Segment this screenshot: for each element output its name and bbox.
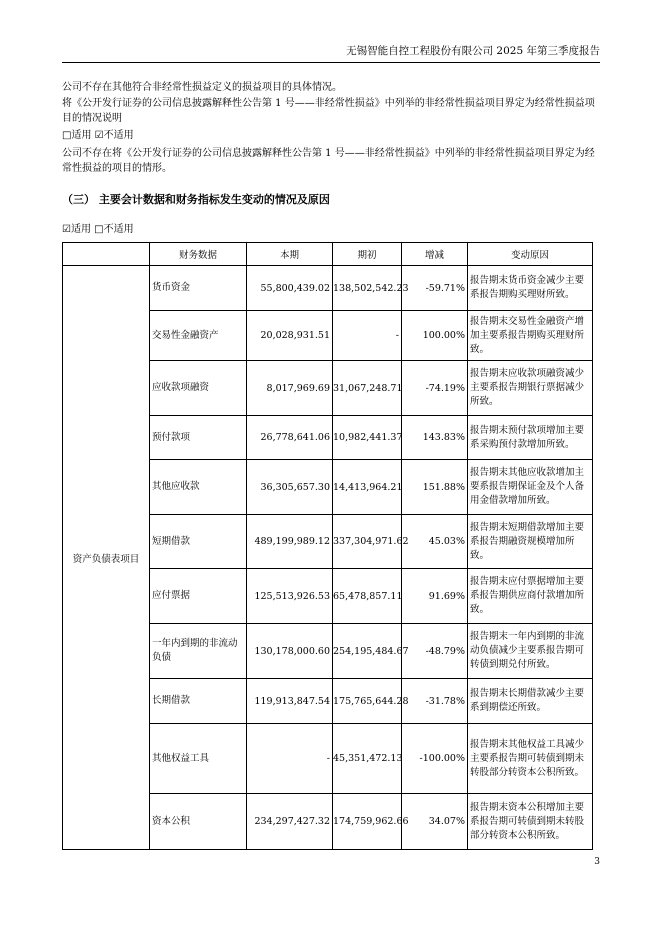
current-value: 130,178,000.60 <box>247 624 333 679</box>
current-value: - <box>247 724 333 794</box>
change-percent: 45.03% <box>402 515 468 569</box>
table-row <box>63 266 593 311</box>
item-name: 其他应收款 <box>150 460 247 515</box>
category-cell: 资产负债表项目 <box>63 266 150 850</box>
current-value: 234,297,427.32 <box>247 794 333 850</box>
opening-value: 10,982,441.37 <box>333 416 402 460</box>
opening-value: - <box>333 311 402 361</box>
item-name: 应收款项融资 <box>150 361 247 416</box>
change-reason: 报告期末一年内到期的非流动负债减少主要系报告期可转债到期兑付所致。 <box>468 624 593 679</box>
current-value: 20,028,931.51 <box>247 311 333 361</box>
opening-value: 138,502,542.23 <box>333 266 402 311</box>
current-value: 8,017,969.69 <box>247 361 333 416</box>
change-reason: 报告期末其他应收款增加主要系报告期保证金及个人备用金借款增加所致。 <box>468 460 593 515</box>
paragraph-reclassification-note: 将《公开发行证券的公司信息披露解释性公告第 1 号——非经常性损益》中列举的非经常性损益项目界定为经常性损益项目的情况说明 <box>62 98 595 124</box>
item-name: 一年内到期的非流动负债 <box>150 624 247 679</box>
financial-changes-table <box>62 242 593 850</box>
change-reason: 报告期末资本公积增加主要系报告期可转债到期未转股部分转资本公积所致。 <box>468 794 593 850</box>
opening-value: 337,304,971.62 <box>333 515 402 569</box>
table-header-row <box>63 243 593 266</box>
header-cell-change: 增减 <box>402 243 468 266</box>
section-title: （三） 主要会计数据和财务指标发生变动的情况及原因 <box>62 193 330 206</box>
change-percent: -100.00% <box>402 724 468 794</box>
item-name: 其他权益工具 <box>150 724 247 794</box>
opening-value: 45,351,472.13 <box>333 724 402 794</box>
item-name: 短期借款 <box>150 515 247 569</box>
header-cell-item: 财务数据 <box>150 243 247 266</box>
change-percent: 151.88% <box>402 460 468 515</box>
change-percent: 34.07% <box>402 794 468 850</box>
opening-value: 254,195,484.67 <box>333 624 402 679</box>
change-reason: 报告期末货币资金减少主要系报告期购买理财所致。 <box>468 266 593 311</box>
item-name: 长期借款 <box>150 679 247 724</box>
current-value: 119,913,847.54 <box>247 679 333 724</box>
change-reason: 报告期末短期借款增加主要系报告期融资规模增加所致。 <box>468 515 593 569</box>
change-percent: -59.71% <box>402 266 468 311</box>
current-value: 489,199,989.12 <box>247 515 333 569</box>
applicability-checkbox-1: □适用 ☑不适用 <box>62 130 134 141</box>
change-percent: -31.78% <box>402 679 468 724</box>
item-name: 预付款项 <box>150 416 247 460</box>
header-cell-current: 本期 <box>247 243 333 266</box>
applicability-checkbox-2: ☑适用 □不适用 <box>62 224 134 235</box>
change-percent: -74.19% <box>402 361 468 416</box>
opening-value: 65,478,857.11 <box>333 569 402 624</box>
paragraph-no-reclassification: 公司不存在将《公开发行证券的公司信息披露解释性公告第 1 号——非经常性损益》中列举的非经常性损益项目界定为经常性损益的项目的情形。 <box>62 148 595 174</box>
change-percent: 91.69% <box>402 569 468 624</box>
change-reason: 报告期末其他权益工具减少主要系报告期可转债到期未转股部分转资本公积所致。 <box>468 724 593 794</box>
change-reason: 报告期末预付款项增加主要系采购预付款增加所致。 <box>468 416 593 460</box>
change-reason: 报告期末交易性金融资产增加主要系报告期购买理财所致。 <box>468 311 593 361</box>
item-name: 交易性金融资产 <box>150 311 247 361</box>
opening-value: 31,067,248.71 <box>333 361 402 416</box>
item-name: 应付票据 <box>150 569 247 624</box>
paragraph-other-items: 公司不存在其他符合非经常性损益定义的损益项目的具体情况。 <box>62 82 342 93</box>
opening-value: 175,765,644.28 <box>333 679 402 724</box>
current-value: 26,778,641.06 <box>247 416 333 460</box>
header-cell-opening: 期初 <box>333 243 402 266</box>
change-reason: 报告期末应收款项融资减少主要系报告期银行票据减少所致。 <box>468 361 593 416</box>
change-percent: 100.00% <box>402 311 468 361</box>
header-cell-reason: 变动原因 <box>468 243 593 266</box>
current-value: 125,513,926.53 <box>247 569 333 624</box>
report-title: 无锡智能自控工程股份有限公司 2025 年第三季度报告 <box>346 45 600 57</box>
opening-value: 174,759,962.66 <box>333 794 402 850</box>
current-value: 36,305,657.30 <box>247 460 333 515</box>
change-reason: 报告期末长期借款减少主要系到期偿还所致。 <box>468 679 593 724</box>
page-header <box>62 44 600 63</box>
change-percent: 143.83% <box>402 416 468 460</box>
change-percent: -48.79% <box>402 624 468 679</box>
item-name: 资本公积 <box>150 794 247 850</box>
page-number: 3 <box>594 857 600 867</box>
opening-value: 14,413,964.21 <box>333 460 402 515</box>
header-cell-blank <box>63 243 150 266</box>
current-value: 55,800,439.02 <box>247 266 333 311</box>
item-name: 货币资金 <box>150 266 247 311</box>
change-reason: 报告期末应付票据增加主要系报告期供应商付款增加所致。 <box>468 569 593 624</box>
